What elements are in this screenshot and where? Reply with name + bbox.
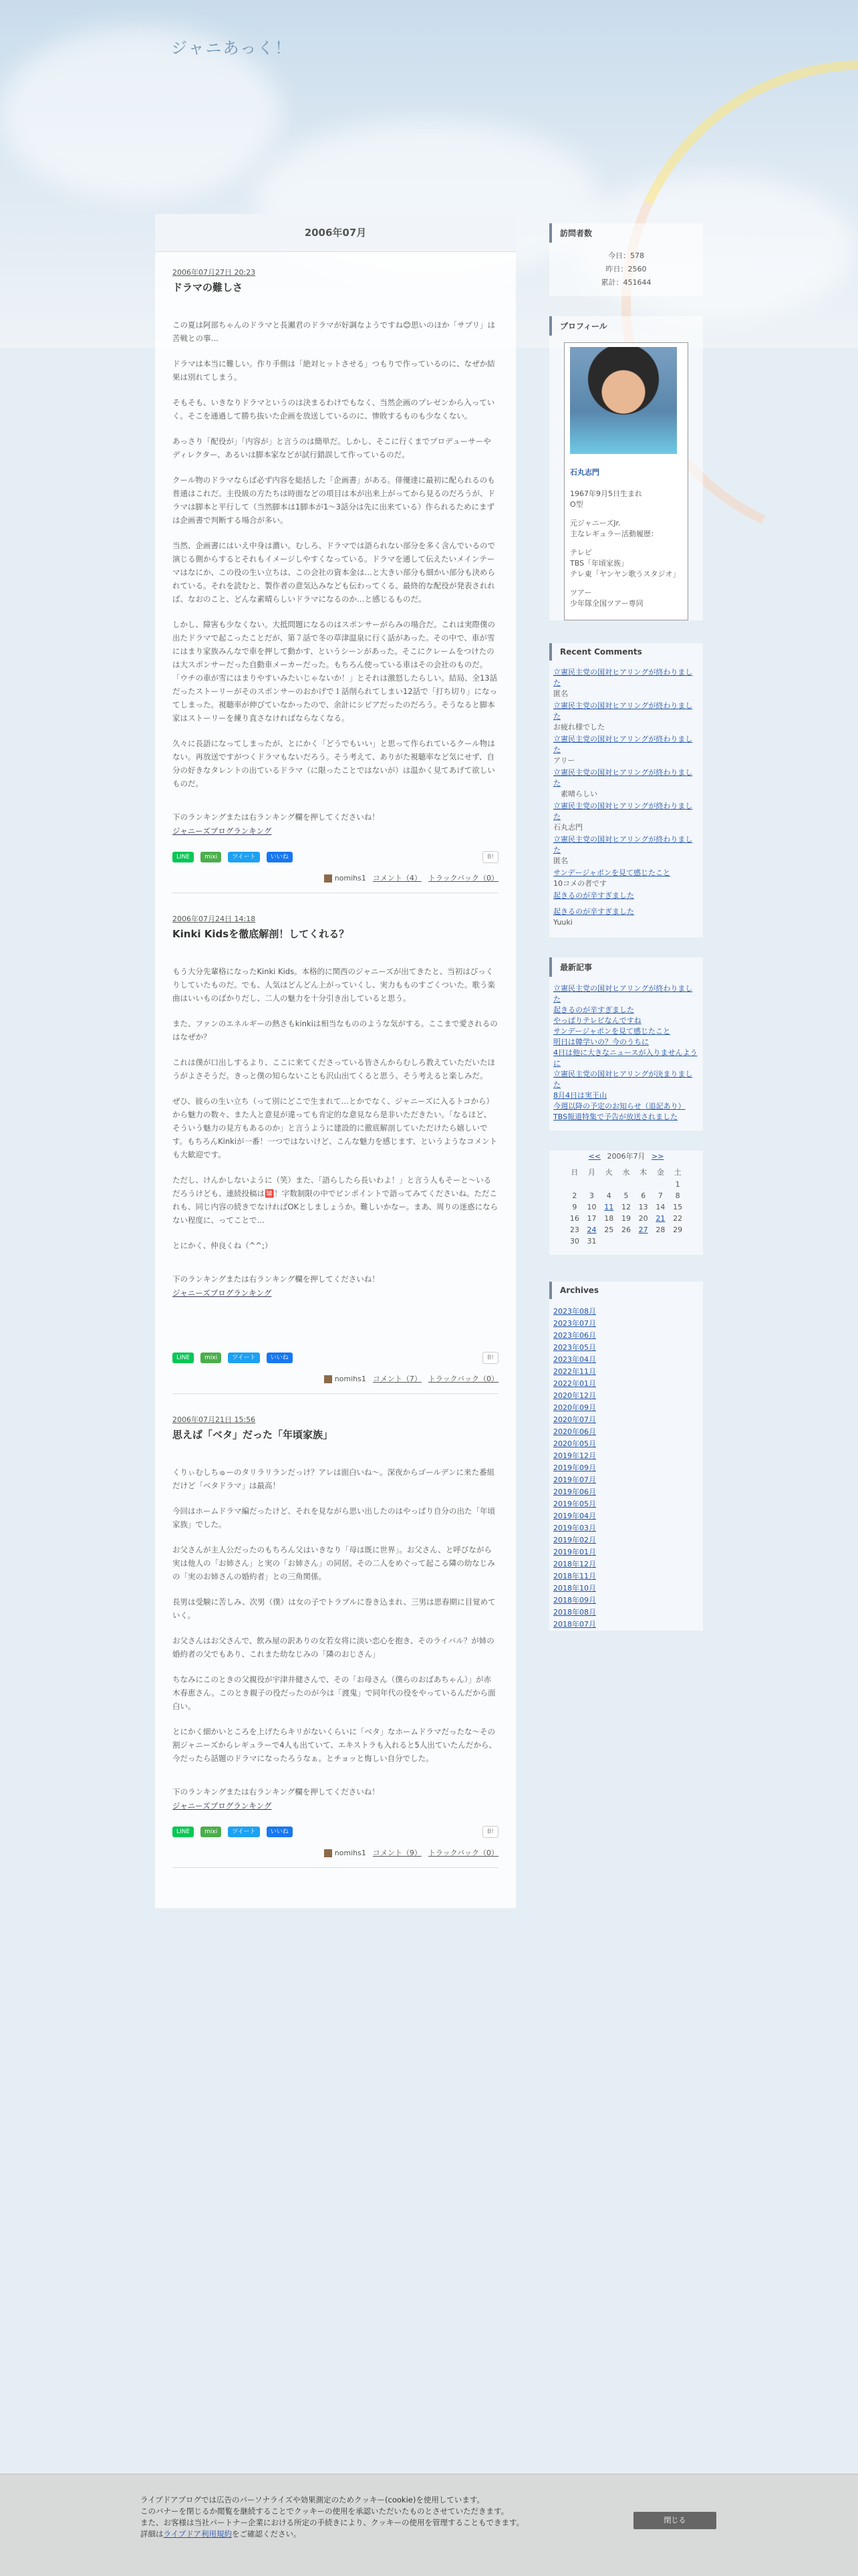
- profile-line: 1967年9月5日生まれ: [570, 489, 642, 498]
- author-name[interactable]: nomihs1: [334, 874, 366, 883]
- profile-line: 主なレギュラー活動履歴：: [570, 530, 658, 538]
- entry-body: [172, 965, 498, 1252]
- page-wrapper: [155, 214, 703, 2575]
- recent-comment-link[interactable]: 起きるのが辛すぎました: [553, 907, 634, 916]
- calendar-day: [617, 1201, 635, 1213]
- calendar-grid: [566, 1165, 686, 1247]
- mixi-share-button[interactable]: mixi: [200, 852, 221, 862]
- entry-paragraph: 久々に長語になってしまったが、とにかく「どうでもいい」と思って作られているクール物はない。再放送ですがつくドラマもないだろう。そう考えて、ありがた視聴率など気にせず、自分の好きなタレントの出ているドラマ（に限ったことではないが）は温かく見てあげて欲しいものだ。: [172, 739, 495, 788]
- calendar-day: [669, 1224, 686, 1236]
- entry-footer: [172, 1373, 498, 1394]
- recent-comment-author: お疲れ様でした: [553, 723, 605, 731]
- recent-comment-link[interactable]: 立憲民主党の国対ヒアリングが終わりました: [553, 802, 693, 821]
- trackback-link[interactable]: トラックバック（0）: [428, 874, 498, 883]
- archive-link[interactable]: 2019年05月: [553, 1500, 596, 1508]
- calendar-weekday: 日: [571, 1168, 579, 1177]
- calendar-weekday: 月: [588, 1168, 596, 1177]
- cookie-text: [140, 2494, 524, 2540]
- calendar-day: [617, 1236, 635, 1247]
- calendar-day-number: 2: [572, 1191, 577, 1200]
- mixi-share-button[interactable]: mixi: [200, 1353, 221, 1363]
- entry-paragraph: そもそも、いきなりドラマというのは決まるわけでもなく、当然企画のプレゼンから入っていく。そこを通過して勝ち抜いた企画を放送しているのに、惨敗するものも少なくない。: [172, 398, 495, 421]
- calendar-day: [635, 1213, 652, 1224]
- hatena-bookmark-button[interactable]: B!: [482, 1352, 498, 1364]
- calendar-weekday: 火: [605, 1168, 613, 1177]
- calendar-day: [566, 1190, 583, 1201]
- archive-link[interactable]: 2023年04月: [553, 1355, 596, 1364]
- visits-total: 累計：451644: [601, 278, 652, 287]
- ranking-block: [172, 1785, 498, 1811]
- recent-comment-link[interactable]: 立憲民主党の国対ヒアリングが終わりました: [553, 701, 693, 721]
- recent-comment-link[interactable]: 立憲民主党の国対ヒアリングが終わりました: [553, 835, 693, 854]
- calendar-day-number: 18: [604, 1214, 614, 1223]
- calendar-day-link[interactable]: 11: [604, 1203, 614, 1211]
- calendar-day-number: 12: [621, 1203, 631, 1211]
- widget-title: 最新記事: [549, 957, 703, 977]
- profile-line: [570, 580, 682, 588]
- calendar-day: [669, 1190, 686, 1201]
- entry-paragraph: 当然、企画書にはいえ中身は濃い。むしろ、ドラマでは語られない部分を多く含んでいるので演じる側からするとそれもイメージしやすくなっている。ドラマを通して伝えたいメインテーマはなにか、この役の生い立ちは、この会社の資本金は…と大きい部分も細かい部分も決められている。それを読むと、製作者の意気込みなども伝わってくる。最終的な配役が発表されれば、なおのこと、どんな素晴らしいドラマになるのか…と感じるものだ。: [172, 541, 495, 604]
- entry-paragraph: クール物のドラマならば必ず内容を総括した「企画書」がある。俳優達に最初に配られるのも普通はこれだ。主役級の方たちは時面などの項目は本が出来上がってから見るのだろうが、ドラマは脚本と平行して（当然脚本は1脚本が1～3話分は先に出来ている）作られるためにまずは企画書で判断する場合が多い。: [172, 475, 495, 525]
- recent-entry-link[interactable]: 4日は他に大きなニュースが入りませんように: [553, 1048, 698, 1068]
- archive-link[interactable]: 2023年07月: [553, 1319, 596, 1328]
- calendar-weekday: 木: [639, 1168, 648, 1177]
- calendar-day: [583, 1201, 601, 1213]
- calendar-day-number: 15: [673, 1203, 683, 1211]
- widget-title: 訪問者数: [549, 223, 703, 243]
- calendar-day: [583, 1190, 601, 1201]
- calendar-day: [583, 1224, 601, 1236]
- archive-link[interactable]: 2019年09月: [553, 1463, 596, 1472]
- sidebar: [549, 214, 703, 1643]
- calendar-day: [617, 1213, 635, 1224]
- calendar-next-link[interactable]: >>: [652, 1152, 664, 1161]
- calendar-day-number: 26: [621, 1225, 631, 1234]
- archive-link[interactable]: 2018年12月: [553, 1560, 596, 1568]
- entry-date[interactable]: 2006年07月27日 20:23: [172, 268, 256, 277]
- tweet-button[interactable]: ツイート: [228, 1353, 260, 1363]
- calendar-day: [652, 1236, 670, 1247]
- profile-line: O型: [570, 500, 583, 509]
- calendar-day-number: 23: [569, 1225, 579, 1234]
- author-name[interactable]: nomihs1: [334, 1849, 366, 1857]
- entry-date[interactable]: 2006年07月21日 15:56: [172, 1415, 256, 1424]
- archive-link[interactable]: 2018年11月: [553, 1572, 596, 1580]
- tweet-button[interactable]: ツイート: [228, 852, 260, 862]
- recent-comment-author: 石丸志門: [553, 823, 583, 832]
- recent-comment-link[interactable]: 立憲民主党の国対ヒアリングが終わりました: [553, 768, 693, 788]
- cookie-banner: [0, 2474, 858, 2576]
- entry-paragraph: ちなみにこのときの父親役が宇津井健さんで、その「お母さん（僕らのおばあちゃん）」が赤木春恵さん。このとき親子の役だったのが今は「渡鬼」で同年代の役をやっているんだから面白い。: [172, 1675, 496, 1711]
- archive-link[interactable]: 2019年02月: [553, 1536, 596, 1544]
- calendar: [566, 1151, 686, 1255]
- entry-paragraph: もう大分先輩格になったKinki Kids。本格的に関西のジャニーズが出てきたと、当初はびっくりしていたものだ。でも、人気はどんどん上がっていくし、実力もものすごくついた。歌う楽曲はいいものばかりだし、二人の魅力を十分引き出していると思う。: [172, 967, 495, 1003]
- recent-comment-author: 素晴らしい: [553, 790, 597, 798]
- calendar-day-link[interactable]: 21: [656, 1214, 666, 1223]
- entry-paragraph: お父さんはお父さんで、飲み屋の訳ありの女若女将に淡い恋心を抱き、そのライバル？が姉の婚約者の父でもあり、これまた幼なじみの「隣のおじさん」: [172, 1636, 494, 1659]
- author-name[interactable]: nomihs1: [334, 1375, 366, 1383]
- recent-comment-author: Yuuki: [553, 918, 573, 927]
- visits-yesterday: 昨日：2560: [605, 265, 647, 273]
- calendar-day-number: 22: [673, 1214, 683, 1223]
- profile-photo[interactable]: [570, 347, 677, 454]
- line-share-button[interactable]: LINE: [172, 852, 194, 862]
- blog-entry: [155, 1414, 516, 1868]
- share-buttons: [172, 1352, 498, 1364]
- calendar-day-number: 28: [656, 1225, 666, 1234]
- calendar-widget: [549, 1151, 703, 1255]
- calendar-day: [600, 1224, 617, 1236]
- calendar-day: [669, 1179, 686, 1190]
- archive-link[interactable]: 2023年08月: [553, 1307, 596, 1316]
- archive-link[interactable]: 2019年07月: [553, 1476, 596, 1484]
- recent-entry-link[interactable]: 今週以降の予定のお知らせ（追記あり）: [553, 1102, 686, 1110]
- entry-paragraph: また、ファンのエネルギーの熱さもkinkiは相当なもののような気がする。ここまで愛されるのはなぜか？: [172, 1019, 498, 1042]
- recent-entry-link[interactable]: サンデージャポンを見て感じたこと: [553, 1027, 671, 1036]
- recent-comment-link[interactable]: 起きるのが辛すぎました: [553, 891, 634, 900]
- archive-link[interactable]: 2020年07月: [553, 1415, 596, 1424]
- recent-comment-author: 匿名: [553, 689, 568, 698]
- calendar-day: [635, 1201, 652, 1213]
- ranking-link[interactable]: ジャニーズブログランキング: [172, 1288, 272, 1298]
- calendar-day: [600, 1213, 617, 1224]
- terms-link[interactable]: ライブドア利用規約: [163, 2529, 232, 2539]
- entry-paragraph: これは僕が口出しするより、ここに来てくださっている皆さんからむしろ教えていただいたほうがよさそうだ。きっと僕の知らないことも沢山出てくると思う。そう考えると楽しみだ。: [172, 1058, 495, 1080]
- calendar-day: [635, 1179, 652, 1190]
- recent-entry-link[interactable]: 8月4日は実王山: [553, 1091, 607, 1100]
- tweet-button[interactable]: ツイート: [228, 1827, 260, 1837]
- month-heading: 2006年07月: [155, 214, 516, 252]
- entry-paragraph: とにかく、仲良くね（^^;）: [172, 1241, 273, 1250]
- profile-details: [570, 489, 682, 609]
- entry-paragraph: あっさり「配役が」「内容が」と言うのは簡単だ。しかし、そこに行くまでプロデューサーやディレクター、あるいは脚本家などが試行錯誤して作っているのだ。: [172, 437, 491, 459]
- calendar-day: [635, 1224, 652, 1236]
- trackback-link[interactable]: トラックバック（0）: [428, 1849, 498, 1857]
- widget-title: Archives: [549, 1282, 703, 1299]
- entry-body: [172, 1466, 498, 1765]
- recent-entry-link[interactable]: 起きるのが辛すぎました: [553, 1006, 634, 1014]
- calendar-weekday: 水: [622, 1168, 630, 1177]
- recent-entry-link[interactable]: やっぱりテレビなんですね: [553, 1016, 641, 1025]
- calendar-day-number: 30: [569, 1237, 579, 1246]
- calendar-day: [617, 1179, 635, 1190]
- comments-link[interactable]: コメント（4）: [372, 874, 422, 883]
- archive-link[interactable]: 2019年01月: [553, 1548, 596, 1556]
- calendar-day: [652, 1201, 670, 1213]
- calendar-day-number: 14: [656, 1203, 666, 1211]
- line-share-button[interactable]: LINE: [172, 1827, 194, 1837]
- archive-link[interactable]: 2020年05月: [553, 1439, 596, 1448]
- entry-footer: [172, 872, 498, 893]
- widget-title: プロフィール: [549, 316, 703, 336]
- calendar-day-link[interactable]: 27: [638, 1225, 648, 1234]
- comments-link[interactable]: コメント（7）: [372, 1375, 422, 1383]
- archive-link[interactable]: 2022年11月: [553, 1367, 596, 1376]
- ranking-block: [172, 1272, 498, 1298]
- trackback-link[interactable]: トラックバック（0）: [428, 1375, 498, 1383]
- facebook-like-button[interactable]: いいね: [267, 852, 293, 862]
- archive-link[interactable]: 2020年12月: [553, 1391, 596, 1400]
- cookie-line-prefix: 詳細は: [140, 2529, 164, 2539]
- archive-link[interactable]: 2020年06月: [553, 1427, 596, 1436]
- calendar-day: [617, 1224, 635, 1236]
- calendar-day: [566, 1201, 583, 1213]
- cookie-line: このバナーを閉じるか閲覧を継続することでクッキーの使用を承認いただいたものとさせていただきます。: [140, 2506, 509, 2516]
- calendar-day-number: 20: [638, 1214, 648, 1223]
- recent-entry-link[interactable]: TBS報道特集で予告が放送されました: [553, 1113, 678, 1121]
- profile-line: [570, 540, 682, 548]
- archives-widget: [549, 1282, 703, 1631]
- ranking-block: [172, 810, 498, 836]
- calendar-day-number: 1: [675, 1180, 680, 1189]
- recent-comment-author: 10コメの者です: [553, 879, 607, 888]
- visit-counter: [549, 249, 703, 296]
- calendar-day: [600, 1179, 617, 1190]
- calendar-week: [566, 1201, 686, 1213]
- profile-line: 元ジャニーズJr.: [570, 519, 621, 528]
- calendar-day: [669, 1213, 686, 1224]
- calendar-week: [566, 1236, 686, 1247]
- calendar-week: [566, 1179, 686, 1190]
- archive-link[interactable]: 2018年07月: [553, 1620, 596, 1629]
- profile-line: TBS「年頃家族」: [570, 559, 629, 568]
- recent-comment-link[interactable]: 立憲民主党の国対ヒアリングが終わりました: [553, 668, 693, 687]
- calendar-day-number: 7: [658, 1191, 663, 1200]
- archive-link[interactable]: 2022年01月: [553, 1379, 596, 1388]
- cookie-line: ライブドアブログでは広告のパーソナライズや効果測定のためクッキー(cookie)を使用しています。: [140, 2495, 484, 2504]
- calendar-day: [617, 1190, 635, 1201]
- author-avatar: [324, 1849, 332, 1857]
- share-buttons: [172, 1826, 498, 1838]
- calendar-day-number: 3: [589, 1191, 595, 1200]
- recent-entries-list: [549, 983, 703, 1131]
- line-share-button[interactable]: LINE: [172, 1353, 194, 1363]
- calendar-week: [566, 1224, 686, 1236]
- entry-title[interactable]: Kinki Kidsを徹底解剖！してくれる？: [172, 928, 349, 940]
- recent-entry-link[interactable]: 立憲民主党の国対ヒアリングが決まりました: [553, 1070, 693, 1089]
- profile-line: ツアー: [570, 588, 592, 597]
- archive-link[interactable]: 2019年06月: [553, 1488, 596, 1496]
- calendar-day-number: 6: [641, 1191, 646, 1200]
- calendar-day-number: 19: [621, 1214, 631, 1223]
- calendar-weekday: 土: [674, 1168, 682, 1177]
- calendar-week: [566, 1213, 686, 1224]
- calendar-day: [566, 1179, 583, 1190]
- share-buttons: [172, 851, 498, 863]
- calendar-day: [600, 1236, 617, 1247]
- calendar-day-link[interactable]: 24: [587, 1225, 597, 1234]
- entry-body: [172, 318, 498, 790]
- archive-link[interactable]: 2019年12月: [553, 1451, 596, 1460]
- entry-footer: [172, 1847, 498, 1868]
- site-title[interactable]: ジャニあっく！: [171, 39, 293, 57]
- calendar-day: [635, 1190, 652, 1201]
- hatena-bookmark-button[interactable]: B!: [482, 1826, 498, 1838]
- archive-link[interactable]: 2023年06月: [553, 1331, 596, 1340]
- calendar-day: [566, 1213, 583, 1224]
- entry-date[interactable]: 2006年07月24日 14:18: [172, 915, 256, 923]
- ranking-text: 下のランキングまたは右ランキング欄を押してくださいね！: [172, 1274, 380, 1284]
- recent-comment-link[interactable]: 立憲民主党の国対ヒアリングが終わりました: [553, 735, 693, 754]
- recent-comment-author: [553, 901, 699, 905]
- entry-title[interactable]: ドラマの難しさ: [172, 281, 243, 294]
- profile-line: テレビ: [570, 548, 592, 557]
- author-avatar: [324, 874, 332, 883]
- profile-name[interactable]: 石丸志門: [570, 468, 599, 477]
- archive-link[interactable]: 2018年08月: [553, 1608, 596, 1617]
- recent-entry-link[interactable]: 明日は韓学いの？今のうちに: [553, 1038, 649, 1046]
- calendar-day: [669, 1236, 686, 1247]
- archive-link[interactable]: 2018年09月: [553, 1596, 596, 1605]
- comments-link[interactable]: コメント（9）: [372, 1849, 422, 1857]
- cookie-line: また、お客様は当社パートナー企業における所定の手続きにより、クッキーの使用を管理することもできます。: [140, 2518, 525, 2527]
- recent-comments-list: [549, 667, 703, 937]
- profile-line: [570, 510, 682, 518]
- calendar-day: [652, 1224, 670, 1236]
- calendar-day: [566, 1224, 583, 1236]
- calendar-day: [566, 1236, 583, 1247]
- hatena-bookmark-button[interactable]: B!: [482, 851, 498, 863]
- main-column: [155, 214, 516, 1908]
- ranking-link[interactable]: ジャニーズブログランキング: [172, 1801, 272, 1810]
- calendar-day-number: 29: [673, 1225, 683, 1234]
- calendar-day-number: 13: [638, 1203, 648, 1211]
- calendar-day-number: 31: [587, 1237, 597, 1246]
- calendar-day-number: 4: [606, 1191, 611, 1200]
- calendar-day: [600, 1201, 617, 1213]
- calendar-day-number: 25: [604, 1225, 614, 1234]
- visits-widget: [549, 223, 703, 296]
- calendar-day: [635, 1236, 652, 1247]
- calendar-day: [583, 1236, 601, 1247]
- calendar-day-number: 16: [569, 1214, 579, 1223]
- calendar-day: [652, 1213, 670, 1224]
- calendar-day: [652, 1179, 670, 1190]
- entry-paragraph: 今回はホームドラマ編だったけど、それを見ながら思い出したのはやっぱり自分の出た「年頃家族」でした。: [172, 1506, 495, 1529]
- calendar-prev-link[interactable]: <<: [588, 1152, 601, 1161]
- entry-list: [155, 267, 516, 1868]
- calendar-week: [566, 1190, 686, 1201]
- visits-today: 今日：578: [608, 251, 644, 260]
- calendar-day-number: 10: [587, 1203, 597, 1211]
- entry-paragraph: くりぃむしちゅーのタリラリランだっけ？アレは面白いね～。深夜からゴールデンに来た番組だけど「ベタドラマ」は最高！: [172, 1468, 495, 1490]
- cookie-line-suffix: をご確認ください。: [231, 2529, 301, 2539]
- calendar-day: [652, 1190, 670, 1201]
- entry-paragraph: ただし、けんかしないように（笑）また、「語らしたら長いわよ！」と言う人もそーと～いるだろうけども、連続投稿は🈲！字数制限の中でビンポイントで語ってみてくださいね。ただこれも、同じ内容の続きでなければOKとしましょうか。難しいかなー。まあ、周りの迷惑にならない程度に、ってことで…: [172, 1175, 498, 1225]
- facebook-like-button[interactable]: いいね: [267, 1353, 293, 1363]
- blog-entry: [155, 913, 516, 1394]
- recent-entry-link[interactable]: 立憲民主党の国対ヒアリングが終わりました: [553, 984, 693, 1004]
- entry-paragraph: この夏は阿部ちゃんのドラマと長瀬君のドラマが好調なようですね😊思いのほか「サプリ」は苦戦との事…: [172, 320, 496, 343]
- calendar-day: [583, 1213, 601, 1224]
- ranking-link[interactable]: ジャニーズブログランキング: [172, 826, 272, 836]
- archive-link[interactable]: 2019年04月: [553, 1512, 596, 1520]
- recent-comment-author: アリー: [553, 756, 575, 765]
- entry-paragraph: とにかく細かいところを上げたらキリがないくらいに「ベタ」なホームドラマだったな～その割ジャニーズからレギュラーで4人も出ていて、エキストラも入れると5人出ていたんだから、今だったら話題のドラマになったろうなぁ。とチョッと悔しい自分でした。: [172, 1727, 496, 1763]
- mixi-share-button[interactable]: mixi: [200, 1827, 221, 1837]
- author-avatar: [324, 1375, 332, 1383]
- cookie-line: [140, 2529, 524, 2540]
- archive-link[interactable]: 2019年03月: [553, 1524, 596, 1532]
- ranking-text: 下のランキングまたは右ランキング欄を押してくださいね！: [172, 812, 380, 822]
- calendar-day-number: 8: [675, 1191, 680, 1200]
- ranking-text: 下のランキングまたは右ランキング欄を押してくださいね！: [172, 1787, 380, 1796]
- entry-paragraph: ぜひ、彼らの生い立ち（って別にどこで生まれて…とかでなく、ジャニーズに入るトコから）から魅力の数々、また人と意見が違っても肯定的な意見なら是非いただきたい。「なるほど、そういう魅力の見方もあるのか」と言うように建設的に徹底解剖していただけたら嬉しいです。もちろんKinkiが一番！一つではないけど、こんな魅力を感じます、というようなコメントも大歓迎です。: [172, 1096, 498, 1159]
- archive-link[interactable]: 2020年09月: [553, 1403, 596, 1412]
- calendar-day-number: 9: [572, 1203, 577, 1211]
- archive-link[interactable]: 2023年05月: [553, 1343, 596, 1352]
- entry-paragraph: しかし、障害も少なくない。大抵問題になるのはスポンサーがらみの場合だ。これは実際僕の出たドラマで起こったことだが、第７話で冬の草津温泉に行く話があった。その中で、車が雪にはまり家族みんなで車を押して動かす、というシーンがあった。そこにクレームをつけたのは大スポンサーだった自動車メーカーだった。もちろん使っている車はその会社のものだ。「ウチの車が雪にはまりやすいみたいじゃないか！」とそれは激怒したらしい。結局、全13話だったストーリーがそのスポンサーのおかげで１話削られてしまい12話で「打ち切り」になってしまった。視聴率が伸びていなかったので、余計にシビアだったのだろう。そうなると脚本家はストーリーを練り直さなければならなくなる。: [172, 620, 498, 723]
- calendar-header: [566, 1151, 686, 1161]
- calendar-month-label: 2006年7月: [607, 1152, 646, 1161]
- calendar-weekday: 金: [656, 1168, 664, 1177]
- calendar-day: [583, 1179, 601, 1190]
- archive-link[interactable]: 2018年10月: [553, 1584, 596, 1593]
- calendar-day-number: 5: [623, 1191, 629, 1200]
- recent-comment-author: 匿名: [553, 856, 568, 865]
- blog-entry: [155, 267, 516, 893]
- entry-paragraph: ドラマは本当に難しい。作り手側は「絶対ヒットさせる」つもりで作っているのに、なぜか結果は別れてしまう。: [172, 359, 495, 382]
- recent-entries-widget: [549, 957, 703, 1131]
- calendar-day-number: 17: [587, 1214, 597, 1223]
- profile-line: テレ東「ヤンヤン歌うスタジオ」: [570, 570, 680, 578]
- widget-title: Recent Comments: [549, 643, 703, 661]
- profile-card: [564, 342, 688, 620]
- calendar-day: [600, 1190, 617, 1201]
- recent-comments-widget: [549, 643, 703, 937]
- archives-list: [549, 1306, 703, 1631]
- profile-line: 少年隊全国ツアー専同: [570, 599, 644, 608]
- entry-paragraph: お父さんが主人公だったのもちろん父はいきなり「母は既に世界」。お父さん、と呼びながら実は他人の「お姉さん」と実の「お姉さん」の同居。その二人をめぐって起こる隣の幼なじみの「実のお姉さんの婚約者」との三角関係。: [172, 1545, 495, 1581]
- entry-paragraph: 長男は受験に苦しみ、次男（僕）は女の子でトラブルに巻き込まれ、三男は思春期に目覚めていく。: [172, 1597, 496, 1620]
- entry-title[interactable]: 思えば「ベタ」だった「年頃家族」: [172, 1429, 333, 1441]
- calendar-day: [669, 1201, 686, 1213]
- recent-comment-link[interactable]: サンデージャポンを見て感じたこと: [553, 868, 671, 877]
- cookie-close-button[interactable]: 閉じる: [633, 2512, 716, 2529]
- facebook-like-button[interactable]: いいね: [267, 1827, 293, 1837]
- profile-widget: [549, 316, 703, 620]
